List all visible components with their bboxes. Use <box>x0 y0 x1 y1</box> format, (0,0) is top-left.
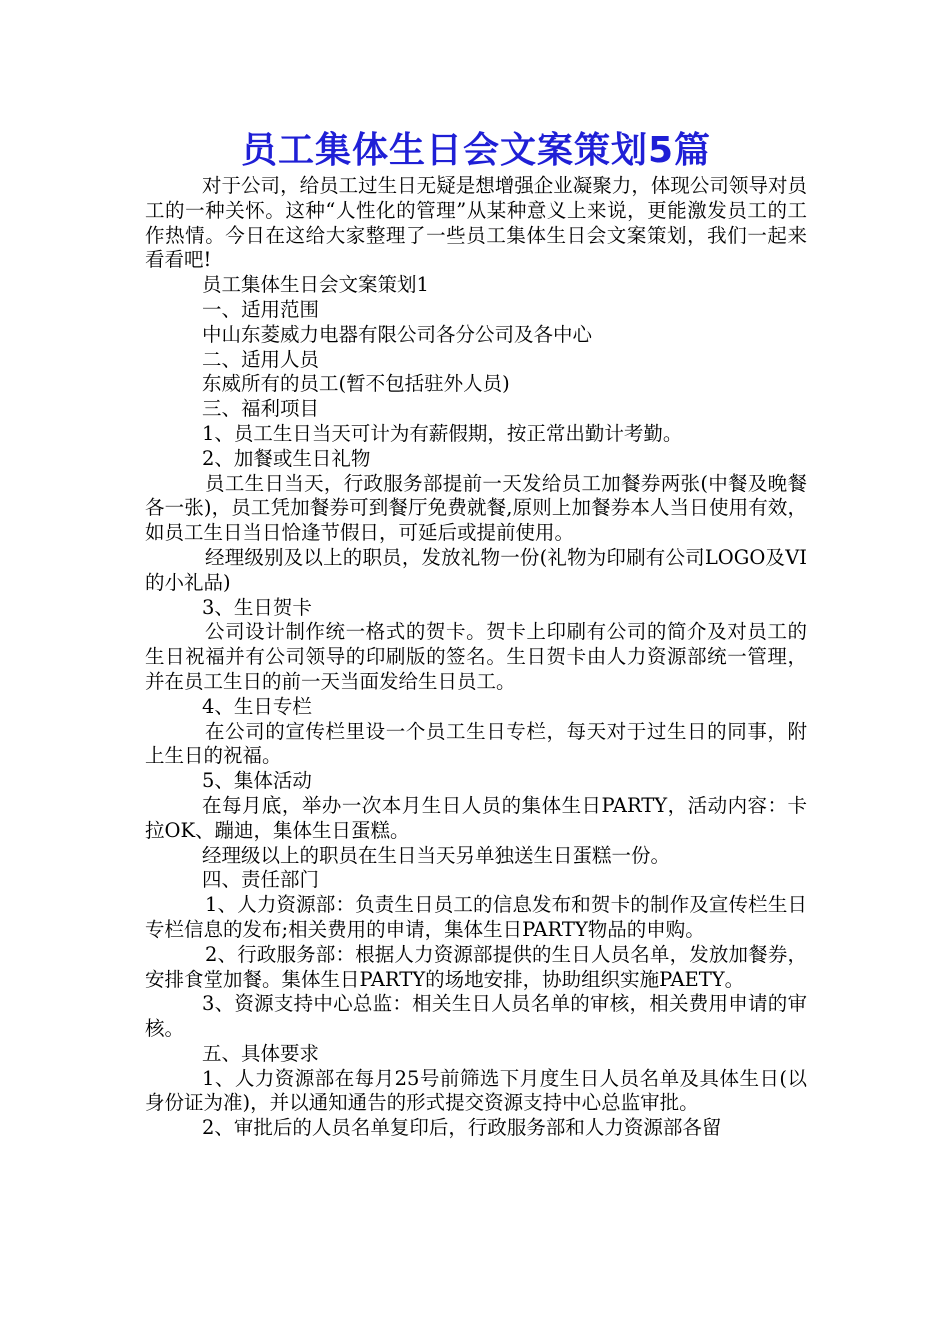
body-paragraph: 在公司的宣传栏里设一个员工生日专栏，每天对于过生日的同事，附上生日的祝福。 <box>145 719 807 768</box>
list-item: 4、生日专栏 <box>202 694 312 718</box>
section-heading: 员工集体生日会文案策划1 <box>202 273 429 297</box>
section-heading: 一、适用范围 <box>202 297 320 321</box>
list-item: 5、集体活动 <box>202 769 312 793</box>
body-paragraph: 公司设计制作统一格式的贺卡。贺卡上印刷有公司的简介及对员工的生日祝福并有公司领导的印刷版的签名。生日贺卡由人力资源部统一管理，并在员工生日的前一天当面发给生日员工。 <box>145 620 807 693</box>
body-paragraph: 经理级别及以上的职员，发放礼物一份(礼物为印刷有公司LOGO及VI的小礼品) <box>145 545 807 594</box>
list-item: 2、审批后的人员名单复印后，行政服务部和人力资源部各留 <box>202 1116 722 1140</box>
list-item: 1、人力资源部：负责生日员工的信息发布和贺卡的制作及宣传栏生日专栏信息的发布;相关费用的申请，集体生日PARTY物品的申购。 <box>145 893 807 941</box>
section-heading: 三、福利项目 <box>202 397 320 421</box>
body-paragraph: 中山东菱威力电器有限公司各分公司及各中心 <box>202 322 593 346</box>
body-paragraph: 员工生日当天，行政服务部提前一天发给员工加餐券两张(中餐及晚餐各一张)，员工凭加餐券可到餐厅免费就餐,原则上加餐券本人当日使用有效，如员工生日当日恰逢节假日，可延后或提前使用。 <box>145 471 807 545</box>
body-paragraph: 在每月底，举办一次本月生日人员的集体生日PARTY，活动内容：卡拉OK、蹦迪，集体生日蛋糕。 <box>145 793 807 842</box>
list-item: 1、员工生日当天可计为有薪假期，按正常出勤计考勤。 <box>202 421 683 445</box>
list-item: 2、行政服务部：根据人力资源部提供的生日人员名单，发放加餐券，安排食堂加餐。集体生日PARTY的场地安排，协助组织实施PAETY。 <box>145 942 807 991</box>
section-heading: 二、适用人员 <box>202 347 320 371</box>
body-paragraph: 东威所有的员工(暂不包括驻外人员) <box>202 372 510 396</box>
document-title: 员工集体生日会文案策划5篇 <box>240 130 712 171</box>
body-paragraph: 经理级以上的职员在生日当天另单独送生日蛋糕一份。 <box>202 843 671 867</box>
list-item: 2、加餐或生日礼物 <box>202 446 371 470</box>
list-item: 3、资源支持中心总监：相关生日人员名单的审核，相关费用申请的审核。 <box>145 992 807 1041</box>
section-heading: 四、责任部门 <box>202 868 320 892</box>
list-item: 3、生日贺卡 <box>202 595 312 619</box>
intro-paragraph: 对于公司，给员工过生日无疑是想增强企业凝聚力，体现公司领导对员工的一种关怀。这种“人性化的管理”从某种意义上来说，更能激发员工的工作热情。今日在这给大家整理了一些员工集体生日会文案策划，我们一起来看看吧! <box>145 174 807 272</box>
list-item: 1、人力资源部在每月25号前筛选下月度生日人员名单及具体生日(以身份证为准)，并以通知通告的形式提交资源支持中心总监审批。 <box>145 1066 807 1115</box>
document-page <box>145 128 807 1141</box>
section-heading: 五、具体要求 <box>202 1041 320 1065</box>
